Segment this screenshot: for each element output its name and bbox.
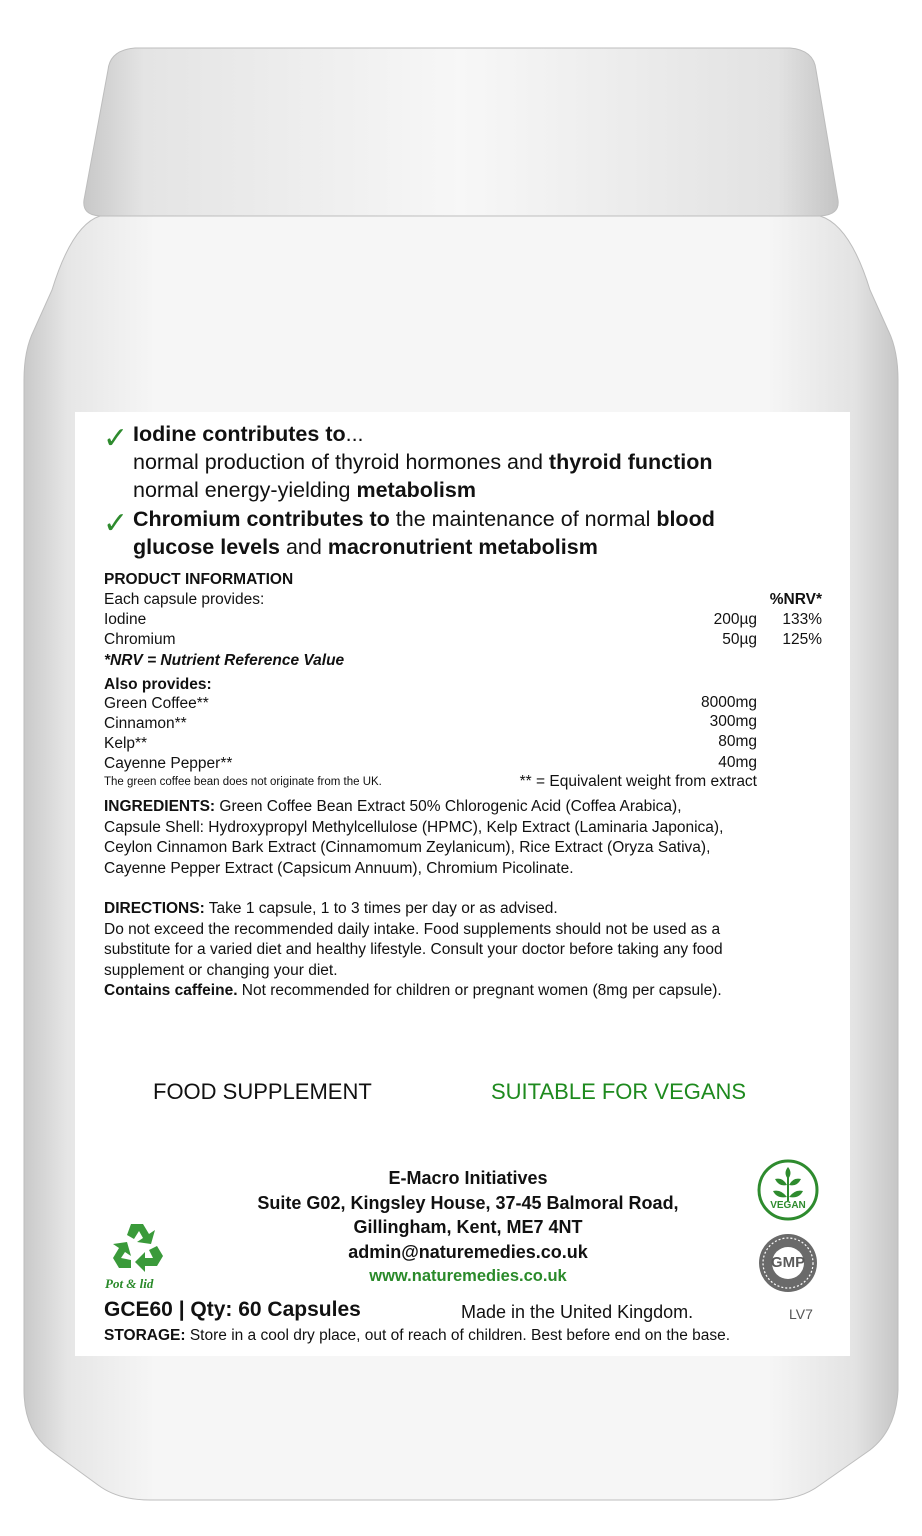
company-website: www.naturemedies.co.uk (369, 1267, 567, 1285)
nutrient-nrv: 125% (782, 631, 822, 648)
each-capsule-text: Each capsule provides: (104, 591, 265, 608)
iodine-claim-heading: Iodine contributes to... (133, 422, 364, 446)
also-provides-heading: Also provides: (104, 676, 212, 693)
company-address-line2: Gillingham, Kent, ME7 4NT (353, 1217, 583, 1237)
checkmark-icon: ✓ (103, 422, 129, 455)
product-label (75, 412, 850, 1356)
directions-block: DIRECTIONS: Take 1 capsule, 1 to 3 times per day or as advised. Do not exceed the recommended daily intake. Food supplements should not be used as a substitute for a varied diet and healthy lifestyle. Consult your doctor before taking any food supplement or changing your diet. Contains caffeine. Not recommended for children or pregnant women (8mg per capsule). (104, 900, 723, 999)
vegan-badge (757, 1159, 819, 1221)
nutrient-name: Iodine (104, 611, 147, 628)
nutrient-amount: 200µg (713, 611, 757, 628)
label-version: LV7 (789, 1306, 813, 1322)
company-name: E-Macro Initiatives (388, 1168, 548, 1188)
extract-amount: 40mg (718, 754, 757, 771)
extract-name: Kelp** (104, 735, 148, 752)
chromium-claim-line1: Chromium contributes to the maintenance of normal blood (133, 507, 715, 531)
product-code-qty: GCE60 | Qty: 60 Capsules (104, 1298, 361, 1321)
extract-amount: 80mg (718, 733, 757, 750)
recycle-icon (105, 1220, 169, 1278)
storage-text: STORAGE: Store in a cool dry place, out of reach of children. Best before end on the base. (104, 1327, 731, 1344)
extract-name: Cinnamon** (104, 715, 187, 732)
gmp-badge-text: GMP (770, 1254, 806, 1271)
ingredients-label: INGREDIENTS: (104, 798, 216, 815)
equivalent-note: ** = Equivalent weight from extract (519, 773, 757, 790)
iodine-claim-line1: normal production of thyroid hormones and thyroid function (133, 450, 713, 474)
nrv-header: %NRV* (769, 591, 822, 608)
nrv-note: *NRV = Nutrient Reference Value (104, 652, 345, 669)
chromium-claim-line2: glucose levels and macronutrient metabolism (133, 535, 598, 559)
extract-name: Green Coffee** (104, 695, 209, 712)
product-info-heading: PRODUCT INFORMATION (104, 571, 294, 588)
directions-label: DIRECTIONS: (104, 900, 205, 917)
nutrient-amount: 50µg (722, 631, 757, 648)
nutrient-nrv: 133% (782, 611, 822, 628)
iodine-claim-line2: normal energy-yielding metabolism (133, 478, 476, 502)
gmp-badge (757, 1232, 819, 1294)
made-in-text: Made in the United Kingdom. (461, 1302, 694, 1322)
extract-name: Cayenne Pepper** (104, 755, 233, 772)
company-block (208, 1166, 728, 1289)
company-email: admin@naturemedies.co.uk (348, 1241, 588, 1262)
vegan-badge-text: VEGAN (770, 1200, 806, 1211)
food-supplement-text: FOOD SUPPLEMENT (153, 1079, 372, 1104)
extract-amount: 300mg (709, 713, 757, 730)
ingredients-block: INGREDIENTS: Green Coffee Bean Extract 50% Chlorogenic Acid (Coffea Arabica), Capsule Shell: Hydroxypropyl Methylcellulose (HPMC), Kelp Extract (Laminaria Japonica), Ceylon Cinnamon Bark Extract (Cinnamomum Zeylanicum), Rice Extract (Oryza Sativa), Cayenne Pepper Extract (Capsicum Annuum), Chromium Picolinate. (104, 798, 724, 877)
company-address-line1: Suite G02, Kingsley House, 37-45 Balmoral Road, (257, 1192, 679, 1213)
bottle-lid (84, 48, 838, 216)
checkmark-icon: ✓ (103, 507, 129, 540)
vegan-claim-text: SUITABLE FOR VEGANS (491, 1079, 747, 1104)
recycle-label: Pot & lid (105, 1276, 154, 1291)
caffeine-label: Contains caffeine. (104, 982, 238, 999)
extract-amount: 8000mg (700, 694, 757, 711)
vegan-leaf-icon (757, 1159, 819, 1221)
nutrient-name: Chromium (104, 631, 176, 648)
origin-note: The green coffee bean does not originate from the UK. (104, 776, 382, 788)
